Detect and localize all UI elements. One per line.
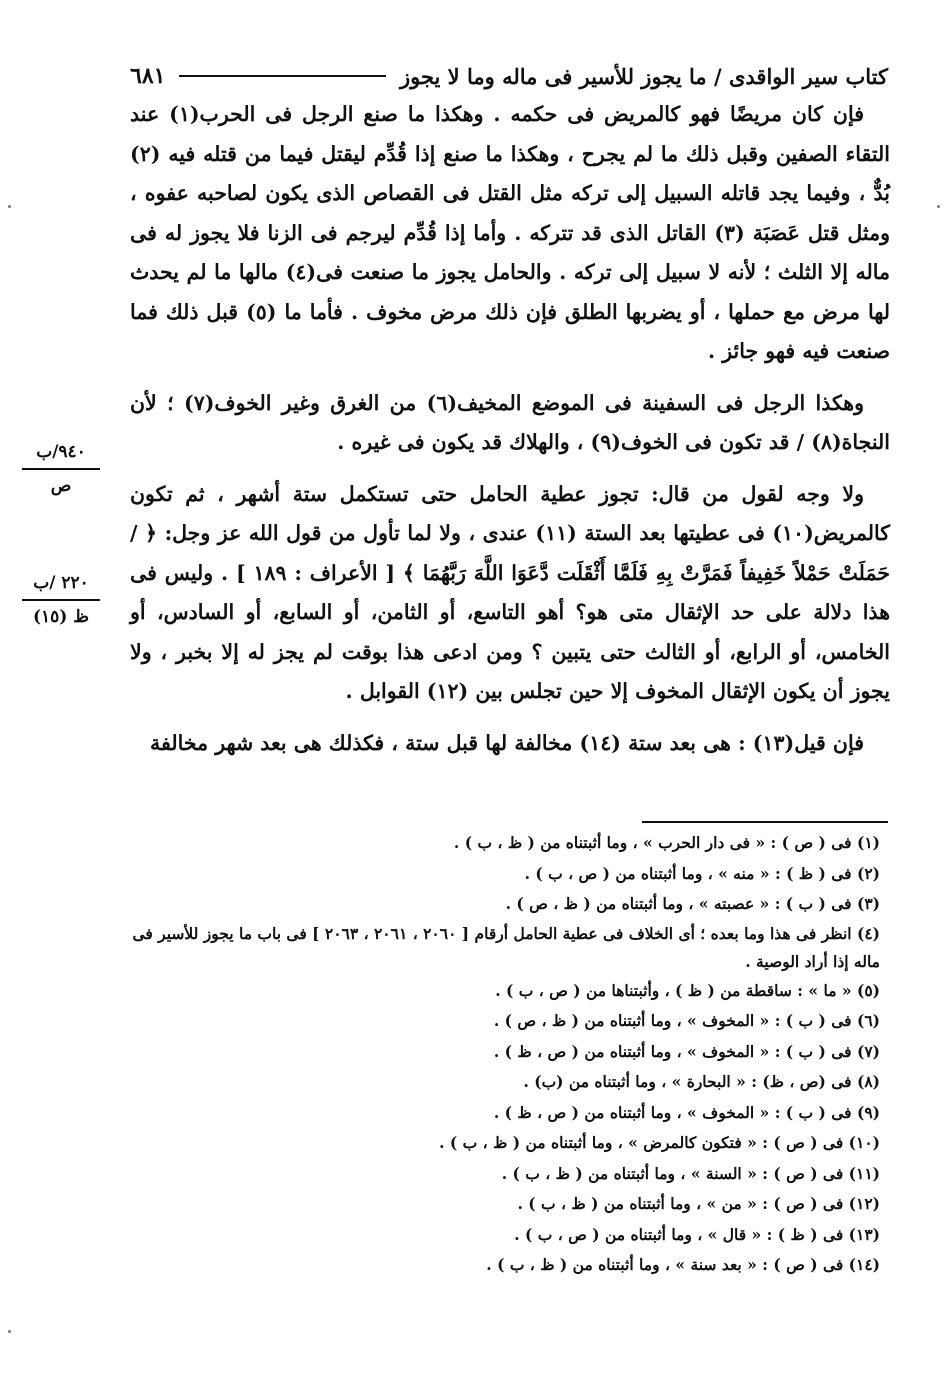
margin-note-folio: ٩٤٠/ب [36, 442, 86, 462]
margin-note-siglum: ص [50, 476, 72, 496]
header-rule [179, 75, 386, 77]
footnote: (٥) « ما » : ساقطة من ( ظ ) ، وأثبتناها من ( ص ، ب ) . [495, 980, 880, 1000]
margin-note-siglum: ظ (١٥) [33, 607, 89, 627]
footnote: (٧) فى ( ب ) : « المخوف » ، وما أثبتناه من ( ص ، ظ ) . [493, 1041, 880, 1061]
paragraph: فإن قيل(١٣) : هى بعد ستة (١٤) مخالفة لها قبل ستة ، فكذلك هى بعد شهر مخالفة [150, 730, 864, 755]
paragraph: وهكذا الرجل فى السفينة فى الموضع المخيف(٦) من الغرق وغير الخوف(٧) ؛ لأن النجاة(٨) / قد تكون فى الخوف(٩) ، والهلاك قد يكون فى غيره . [130, 390, 890, 454]
footnote: (٤) انظر فى هذا وما بعده ؛ أى الخلاف فى عطية الحامل أرقام [ ٢٠٦٠ ، ٢٠٦١ ، ٢٠٦٣ ] فى باب ما يجوز للأسير فى ماله إذا أراد الوصية . [132, 923, 880, 971]
manuscript-margin-note [16, 440, 106, 498]
scan-speck [8, 1330, 11, 1333]
footnote: (٢) فى ( ظ ) : « منه » ، وما أثبتناه من ( ص ، ب ) . [524, 863, 880, 883]
footnote: (١٤) فى ( ص ) : « بعد سنة » ، وما أثبتناه من ( ظ ، ب ) . [486, 1255, 880, 1274]
header-title: كتاب سير الواقدى / ما يجوز للأسير فى ماله وما لا يجوز [399, 63, 888, 89]
footnote: (١٣) فى ( ظ ) : « قال » ، وما أثبتناه من ( ص ، ب ) . [514, 1224, 880, 1244]
margin-note-rule [22, 468, 100, 470]
manuscript-margin-note [16, 571, 106, 629]
footnote-separator [642, 821, 888, 823]
footnote: (١٢) فى ( ص ) : « من » ، وما أثبتناه من ( ظ ، ب ) . [517, 1194, 880, 1213]
footnote: (٣) فى ( ب ) : « عصبته » ، وما أثبتناه من ( ظ ، ص ) . [505, 894, 880, 913]
paragraph: فإن كان مريضًا فهو كالمريض فى حكمه . وهكذا ما صنع الرجل فى الحرب(١) عند التقاء الصفين وقبل ذلك ما لم يجرح ، وهكذا ما صنع إذا قُدِّم ليقتل فيما من قتله فيه (٢) بُدٌّ ، وفيما يجد قاتله السبيل إلى تركه مثل القتل فى القصاص الذى يكون لصاحبه عفوه ، ومثل قتل عَصَبَة (٣) القاتل الذى قد تتركه . وأما إذا قُدِّم ليرجم فى الزنا فلا يجوز له فى ماله إلا الثلث ؛ لأنه لا سبيل إلى تركه . والحامل يجوز ما صنعت فى(٤) مالها ما لم يحدث لها مرض مع حملها ، أو يضربها الطلق فإن ذلك مرض مخوف . فأما ما (٥) قبل ذلك فما صنعت فيه فهو جائز . [130, 102, 891, 363]
footnote: (١١) فى ( ص ) : « السنة » ، وما أثبتناه من ( ظ ، ب ) . [501, 1163, 880, 1183]
main-text [130, 95, 890, 763]
footnote: (٦) فى ( ب ) : « المخوف » ، وما أثبتناه من ( ظ ، ص ) . [493, 1011, 880, 1030]
footnote: (٨) فى (ص ، ظ) : « البحارة » ، وما أثبتناه من (ب) . [523, 1072, 880, 1091]
scan-speck [8, 205, 11, 208]
margin-note-rule [22, 599, 100, 601]
running-header [130, 58, 888, 94]
footnotes [130, 828, 888, 1281]
footnote: (٩) فى ( ب ) : « المخوف » ، وما أثبتناه من ( ص ، ظ ) . [493, 1102, 880, 1122]
paragraph: ولا وجه لقول من قال: تجوز عطية الحامل حتى تستكمل ستة أشهر ، ثم تكون كالمريض(١٠) فى عطيتها بعد الستة (١١) عندى ، ولا لما تأول من قول الله عز وجل: ﴿ / حَمَلَتْ حَمْلاً خَفِيفاً فَمَرَّتْ بِهِ فَلَمَّا أَثْقَلَت دَّعَوَا اللَّهَ رَبَّهُمَا ﴾ [ الأعراف : ١٨٩ ] . وليس فى هذا دلالة على حد الإثقال متى هو؟ أهو التاسع، أو الثامن، أو السابع، أو السادس، أو الخامس، أو الرابع، أو الثالث حتى يتبين ؟ ومن ادعى هذا بوقت لم يجز له إلا بخبر ، ولا يجوز أن يكون الإثقال المخوف إلا حين تجلس بين (١٢) القوابل . [130, 481, 890, 703]
page-number: ٦٨١ [130, 63, 166, 89]
footnote: (١٠) فى ( ص ) : « فتكون كالمرض » ، وما أثبتناه من ( ظ ، ب ) . [439, 1133, 880, 1152]
margin-note-folio: ٢٢٠ /ب [33, 573, 89, 593]
scan-speck [937, 205, 940, 208]
footnote: (١) فى ( ص ) : « فى دار الحرب » ، وما أثبتناه من ( ظ ، ب ) . [453, 833, 880, 852]
